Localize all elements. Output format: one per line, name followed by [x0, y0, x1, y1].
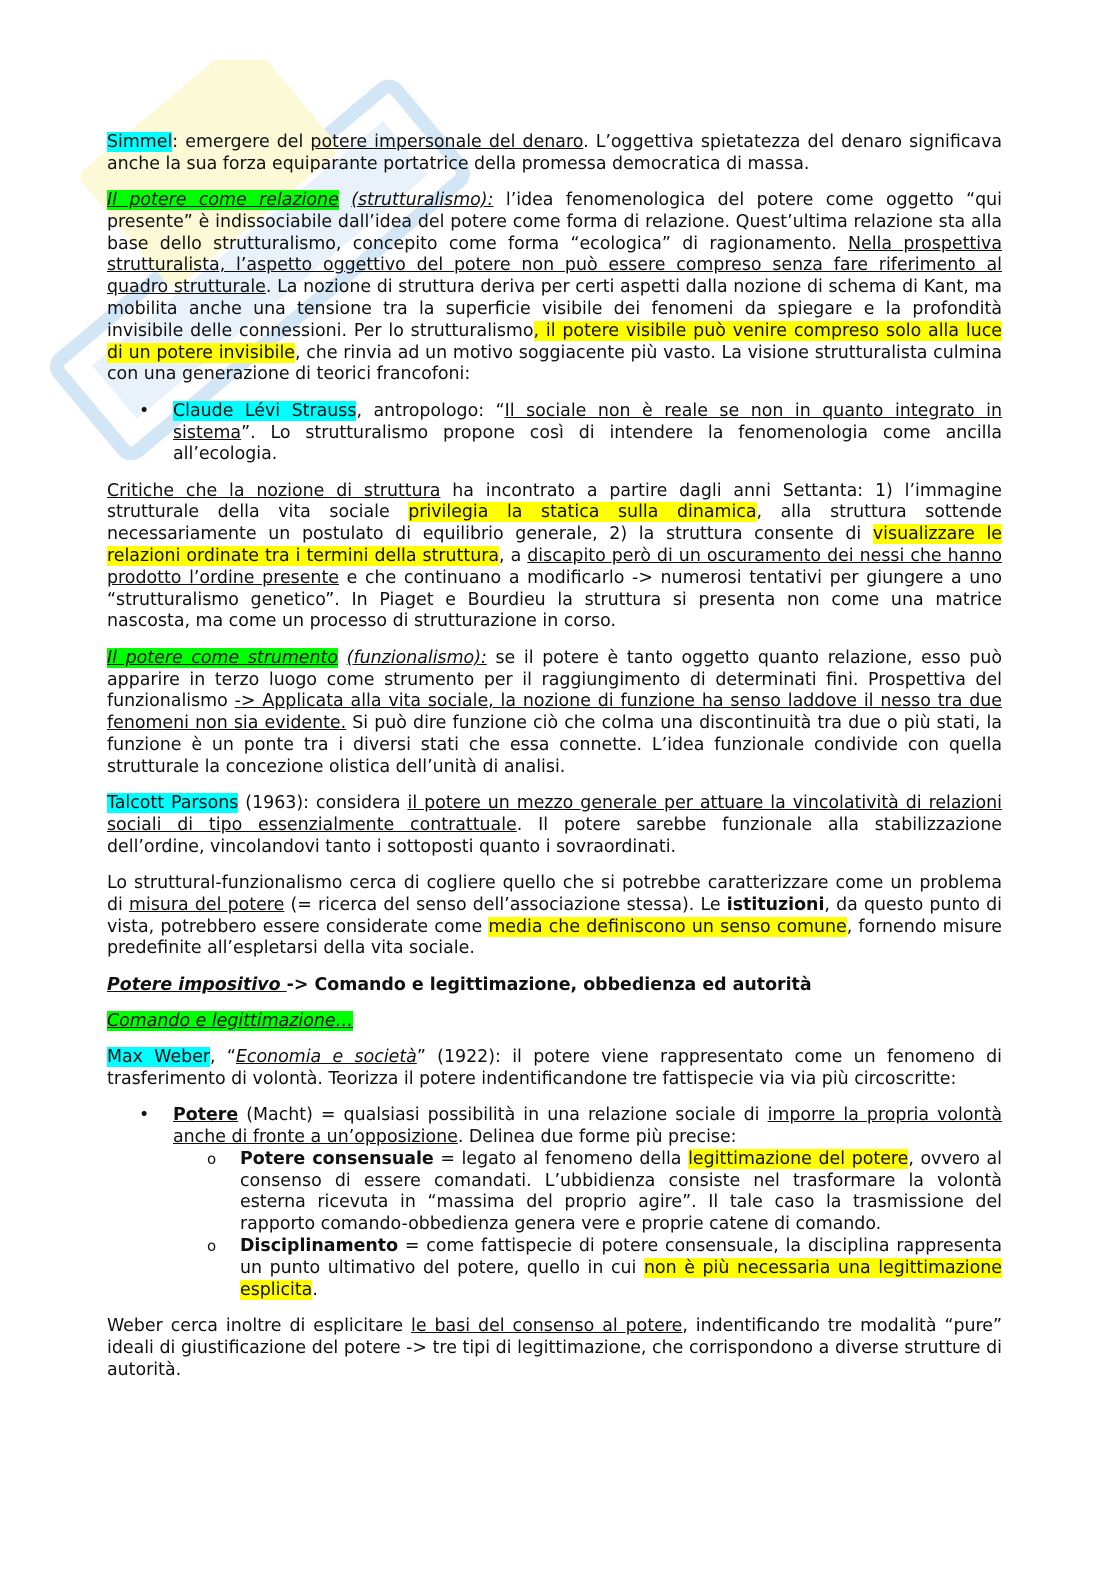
text-run: le basi del consenso al potere: [411, 1315, 683, 1336]
text-run: potere impersonale del denaro: [310, 132, 584, 152]
text-run: = legato al fenomeno della: [433, 1148, 689, 1169]
paragraph: [107, 1047, 1002, 1091]
text-run: , da questo punto di vista, potrebbero essere considerate come: [107, 894, 1002, 937]
text-run: , “: [210, 1047, 236, 1068]
text-run: .: [312, 1279, 318, 1300]
text-run: , indentificando tre modalità “pure” ideali di giustificazione del potere -> tre tipi di legittimazione, che corrispondono a diverse strutture di autorità.: [107, 1315, 1003, 1380]
text-run: , fornendo misure predefinite all’espletarsi della vita sociale.: [107, 916, 1002, 959]
highlight-yellow: visualizzare le relazioni ordinate tra i termini della struttura: [107, 524, 1002, 567]
highlight-yellow: privilegia la statica sulla dinamica: [408, 502, 757, 523]
highlight-yellow: legittimazione del potere: [688, 1148, 909, 1169]
text-run: Potere consensuale: [240, 1148, 434, 1169]
sub-bullet-item: [107, 1236, 1002, 1301]
text-run: , a: [499, 546, 528, 567]
text-run: Lo struttural-funzionalismo cerca di cogliere quello che si potrebbe caratterizzare come un problema di: [107, 872, 1002, 915]
paragraph: [107, 190, 1002, 386]
text-run: , antropologo: “: [356, 400, 505, 421]
highlight-heading: Il potere come relazione: [107, 190, 339, 211]
text-run: il potere un mezzo generale per attuare la vincolatività di relazioni sociali di tipo essenzialmente contrattuale: [107, 793, 1002, 835]
text-run: l’idea fenomenologica del potere come oggetto “qui presente” è indissociabile dall’idea del potere come forma di relazione. Quest’ultima relazione sta alla base dello strutturalismo, concepito come forma “ecologica” di ragionamento.: [107, 190, 1002, 254]
text-run: Si può dire funzione ciò che colma una discontinuità tra due o più stati, la funzione è un ponte tra i diversi stati che essa connette. L’idea funzionale condivide con quella strutturale la concezione olistica dell’unità di analisi.: [107, 713, 1002, 777]
text-run: istituzioni: [726, 894, 825, 915]
bullet-item: [107, 401, 1002, 466]
paragraph: [107, 648, 1002, 779]
paragraph: [107, 975, 1002, 997]
highlight-name: Simmel: [107, 132, 173, 152]
text-run: e che continuano a modificarlo -> numerosi tentativi per giungere a uno “strutturalismo genetico”. In Piaget e Bourdieu la struttura si presenta non come una matrice nascosta, ma come un processo di strutturazione in corso.: [107, 567, 1002, 632]
text-run: Critiche che la nozione di struttura: [107, 480, 441, 501]
circle-bullet-icon: o: [207, 1149, 217, 1168]
text-run: (1963): considera: [238, 793, 408, 814]
text-run: , alla struttura sottende necessariamente un postulato di equilibrio generale, 2) la struttura consente di: [107, 502, 1002, 545]
bullet-icon: •: [139, 400, 150, 421]
text-run: , ovvero al consenso di essere comandati. L’ubbidienza consiste nel trasformare la volontà esterna ricevuta in “massima del proprio agire”. Il tale caso la trasmissione del rapporto comando-obbedienza genera vere e proprie catene di comando.: [240, 1148, 1002, 1235]
text-run: . La nozione di struttura deriva per certi aspetti dalla nozione di schema di Kant, ma mobilita anche una tensione tra la superficie visibile dei fenomeni da spiegare e la profondità invisibile delle connessioni. Per lo strutturalismo: [107, 277, 1002, 341]
bullet-icon: •: [139, 1105, 150, 1126]
document-page: [107, 132, 1002, 1396]
circle-bullet-icon: o: [207, 1237, 217, 1256]
text-run: Economia e società: [235, 1047, 417, 1068]
text-run: Nella prospettiva strutturalista, l’aspetto oggettivo del potere non può essere compreso senza fare riferimento al quadro strutturale: [107, 233, 1002, 298]
text-run: ” (1922): il potere viene rappresentato come un fenomeno di trasferimento di volontà. Teorizza il potere indentificandone tre fattispecie via via più circoscritte:: [107, 1047, 1002, 1089]
highlight-name: Talcott Parsons: [107, 793, 239, 814]
text-run: se il potere è tanto oggetto quanto relazione, esso può apparire in terzo luogo come strumento per il raggiungimento di determinati fini. Prospettiva del funzionalismo: [107, 647, 1002, 712]
text-run: . Delinea due forme più precise:: [457, 1127, 737, 1148]
text-run: (= ricerca del senso dell’associazione stessa). Le: [284, 894, 727, 915]
text-run: Disciplinamento: [240, 1236, 399, 1257]
paragraph: [107, 1011, 1002, 1033]
text-run: ”. Lo strutturalismo propone così di intendere la fenomenologia come ancilla all’ecologia.: [173, 422, 1002, 465]
text-run: [339, 190, 351, 210]
sub-bullet-item: [107, 1149, 1002, 1236]
text-run: (funzionalismo):: [346, 647, 487, 668]
text-run: imporre la propria volontà anche di fronte a un’opposizione: [173, 1105, 1003, 1148]
sub-list: [107, 1149, 1002, 1302]
highlight-heading: Comando e legittimazione…: [107, 1010, 354, 1031]
text-run: Potere impositivo: [107, 974, 287, 995]
highlight-name: Claude Lévi Strauss: [173, 400, 357, 421]
text-run: . L’oggettiva spietatezza del denaro significava anche la sua forza equiparante portatrice della promessa democratica di massa.: [107, 132, 1002, 174]
highlight-yellow: media che definiscono un senso comune: [488, 916, 847, 937]
text-run: ha incontrato a partire dagli anni Settanta: 1) l’immagine strutturale della vita sociale: [107, 480, 1003, 523]
text-run: misura del potere: [129, 894, 285, 915]
text-run: [338, 648, 347, 668]
highlight-yellow: , il potere visibile può venire compreso solo alla luce di un potere invisibile: [107, 320, 1002, 363]
highlight-yellow: non è più necessaria una legittimazione esplicita: [240, 1257, 1002, 1300]
text-run: , che rinvia ad un motivo soggiacente più vasto. La visione strutturalista culmina con una generazione di teorici francofoni:: [107, 342, 1003, 385]
text-run: discapito però di un oscuramento dei nessi che hanno prodotto l’ordine presente: [107, 546, 1002, 588]
paragraph: [107, 481, 1002, 634]
text-run: Potere: [173, 1105, 239, 1126]
paragraph: [107, 132, 1002, 176]
text-run: . Il potere sarebbe funzionale alla stabilizzazione dell’ordine, vincolandovi tanto i sottoposti quanto i sovraordinati.: [107, 814, 1003, 857]
text-run: (strutturalismo):: [351, 190, 494, 211]
bullet-item: [107, 1105, 1002, 1149]
text-run: -> Comando e legittimazione, obbedienza ed autorità: [286, 974, 812, 995]
paragraph: [107, 793, 1002, 858]
highlight-name: Max Weber: [107, 1047, 211, 1068]
text-run: Weber cerca inoltre di esplicitare: [107, 1315, 412, 1336]
text-run: (Macht) = qualsiasi possibilità in una relazione sociale di: [238, 1105, 768, 1126]
text-run: Il sociale non è reale se non in quanto integrato in sistema: [173, 400, 1003, 443]
text-run: = come fattispecie di potere consensuale, la disciplina rappresenta un punto ultimativo del potere, quello in cui: [240, 1236, 1002, 1278]
text-run: : emergere del: [172, 132, 311, 152]
highlight-heading: Il potere come strumento: [107, 647, 338, 668]
text-run: -> Applicata alla vita sociale, la nozione di funzione ha senso laddove il nesso tra due fenomeni non sia evidente.: [107, 691, 1002, 734]
paragraph: [107, 1316, 1002, 1381]
paragraph: [107, 873, 1002, 960]
